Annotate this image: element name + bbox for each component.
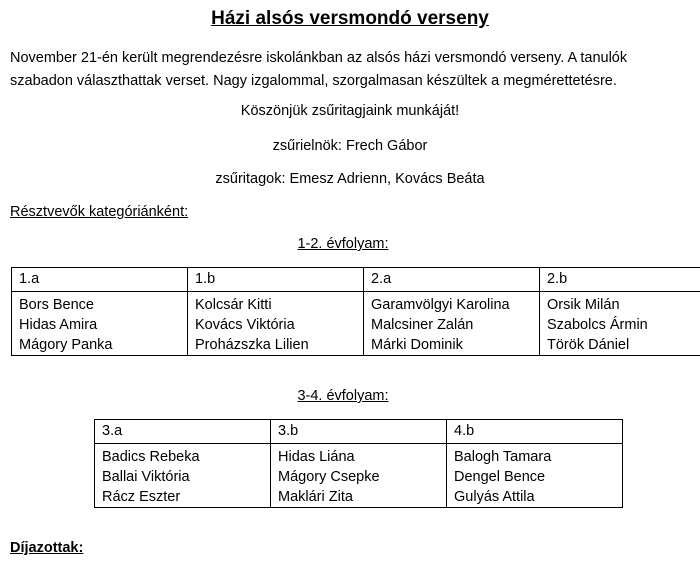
student-list-cell — [540, 292, 700, 356]
student-list-cell — [364, 292, 540, 356]
student-name: Gulyás Attila — [454, 489, 535, 505]
grades-1-2-table — [11, 267, 700, 356]
student-name: Hidas Liána — [278, 449, 355, 465]
class-header-cell: 2.b — [540, 268, 700, 292]
student-name: Bors Bence — [19, 297, 94, 313]
awarded-label: Díjazottak: — [10, 540, 84, 556]
jury-members-line: zsűritagok: Emesz Adrienn, Kovács Beáta — [215, 171, 485, 187]
student-name: Szabolcs Ármin — [547, 317, 648, 333]
table-row — [95, 444, 623, 508]
table-header-row — [12, 268, 700, 292]
class-header-cell: 1.b — [188, 268, 364, 292]
table-row — [12, 292, 700, 356]
class-header-cell: 1.a — [12, 268, 188, 292]
student-name: Proházszka Lilien — [195, 337, 309, 353]
grades-3-4-table — [94, 419, 623, 508]
student-name: Garamvölgyi Karolina — [371, 297, 510, 313]
student-name: Ballai Viktória — [102, 469, 190, 485]
class-header-cell: 2.a — [364, 268, 540, 292]
intro-paragraph: November 21-én került megrendezésre iskolánkban az alsós házi versmondó verseny. A tanulók szabadon választhattak verset. Nagy izgalommal, szorgalmasan készültek a megmérettetésre. — [10, 50, 628, 89]
student-name: Mágory Panka — [19, 337, 113, 353]
student-name: Orsik Milán — [547, 297, 620, 313]
student-name: Márki Dominik — [371, 337, 463, 353]
student-list-cell — [95, 444, 271, 508]
student-list-cell — [447, 444, 623, 508]
student-name: Török Dániel — [547, 337, 630, 353]
thanks-line: Köszönjük zsűritagjaink munkáját! — [240, 103, 460, 119]
student-name: Kovács Viktória — [195, 317, 295, 333]
table-header-row — [95, 420, 623, 444]
grade-heading-1-2: 1-2. évfolyam: — [297, 236, 389, 252]
student-name: Malcsiner Zalán — [371, 317, 474, 333]
student-name: Maklári Zita — [278, 489, 353, 505]
class-header-cell: 3.a — [95, 420, 271, 444]
student-name: Mágory Csepke — [278, 469, 380, 485]
student-list-cell — [12, 292, 188, 356]
student-list-cell — [271, 444, 447, 508]
class-header-cell: 3.b — [271, 420, 447, 444]
class-header-cell: 4.b — [447, 420, 623, 444]
student-name: Kolcsár Kitti — [195, 297, 272, 313]
grade-heading-3-4: 3-4. évfolyam: — [297, 388, 389, 404]
student-name: Hidas Amira — [19, 317, 98, 333]
student-name: Dengel Bence — [454, 469, 546, 485]
student-name: Badics Rebeka — [102, 449, 200, 465]
jury-president-line: zsűrielnök: Frech Gábor — [272, 138, 428, 154]
student-name: Balogh Tamara — [454, 449, 552, 465]
participants-label: Résztvevők kategóriánként: — [10, 204, 189, 220]
student-list-cell — [188, 292, 364, 356]
document-title: Házi alsós versmondó verseny — [211, 8, 489, 29]
student-name: Rácz Eszter — [102, 489, 181, 505]
